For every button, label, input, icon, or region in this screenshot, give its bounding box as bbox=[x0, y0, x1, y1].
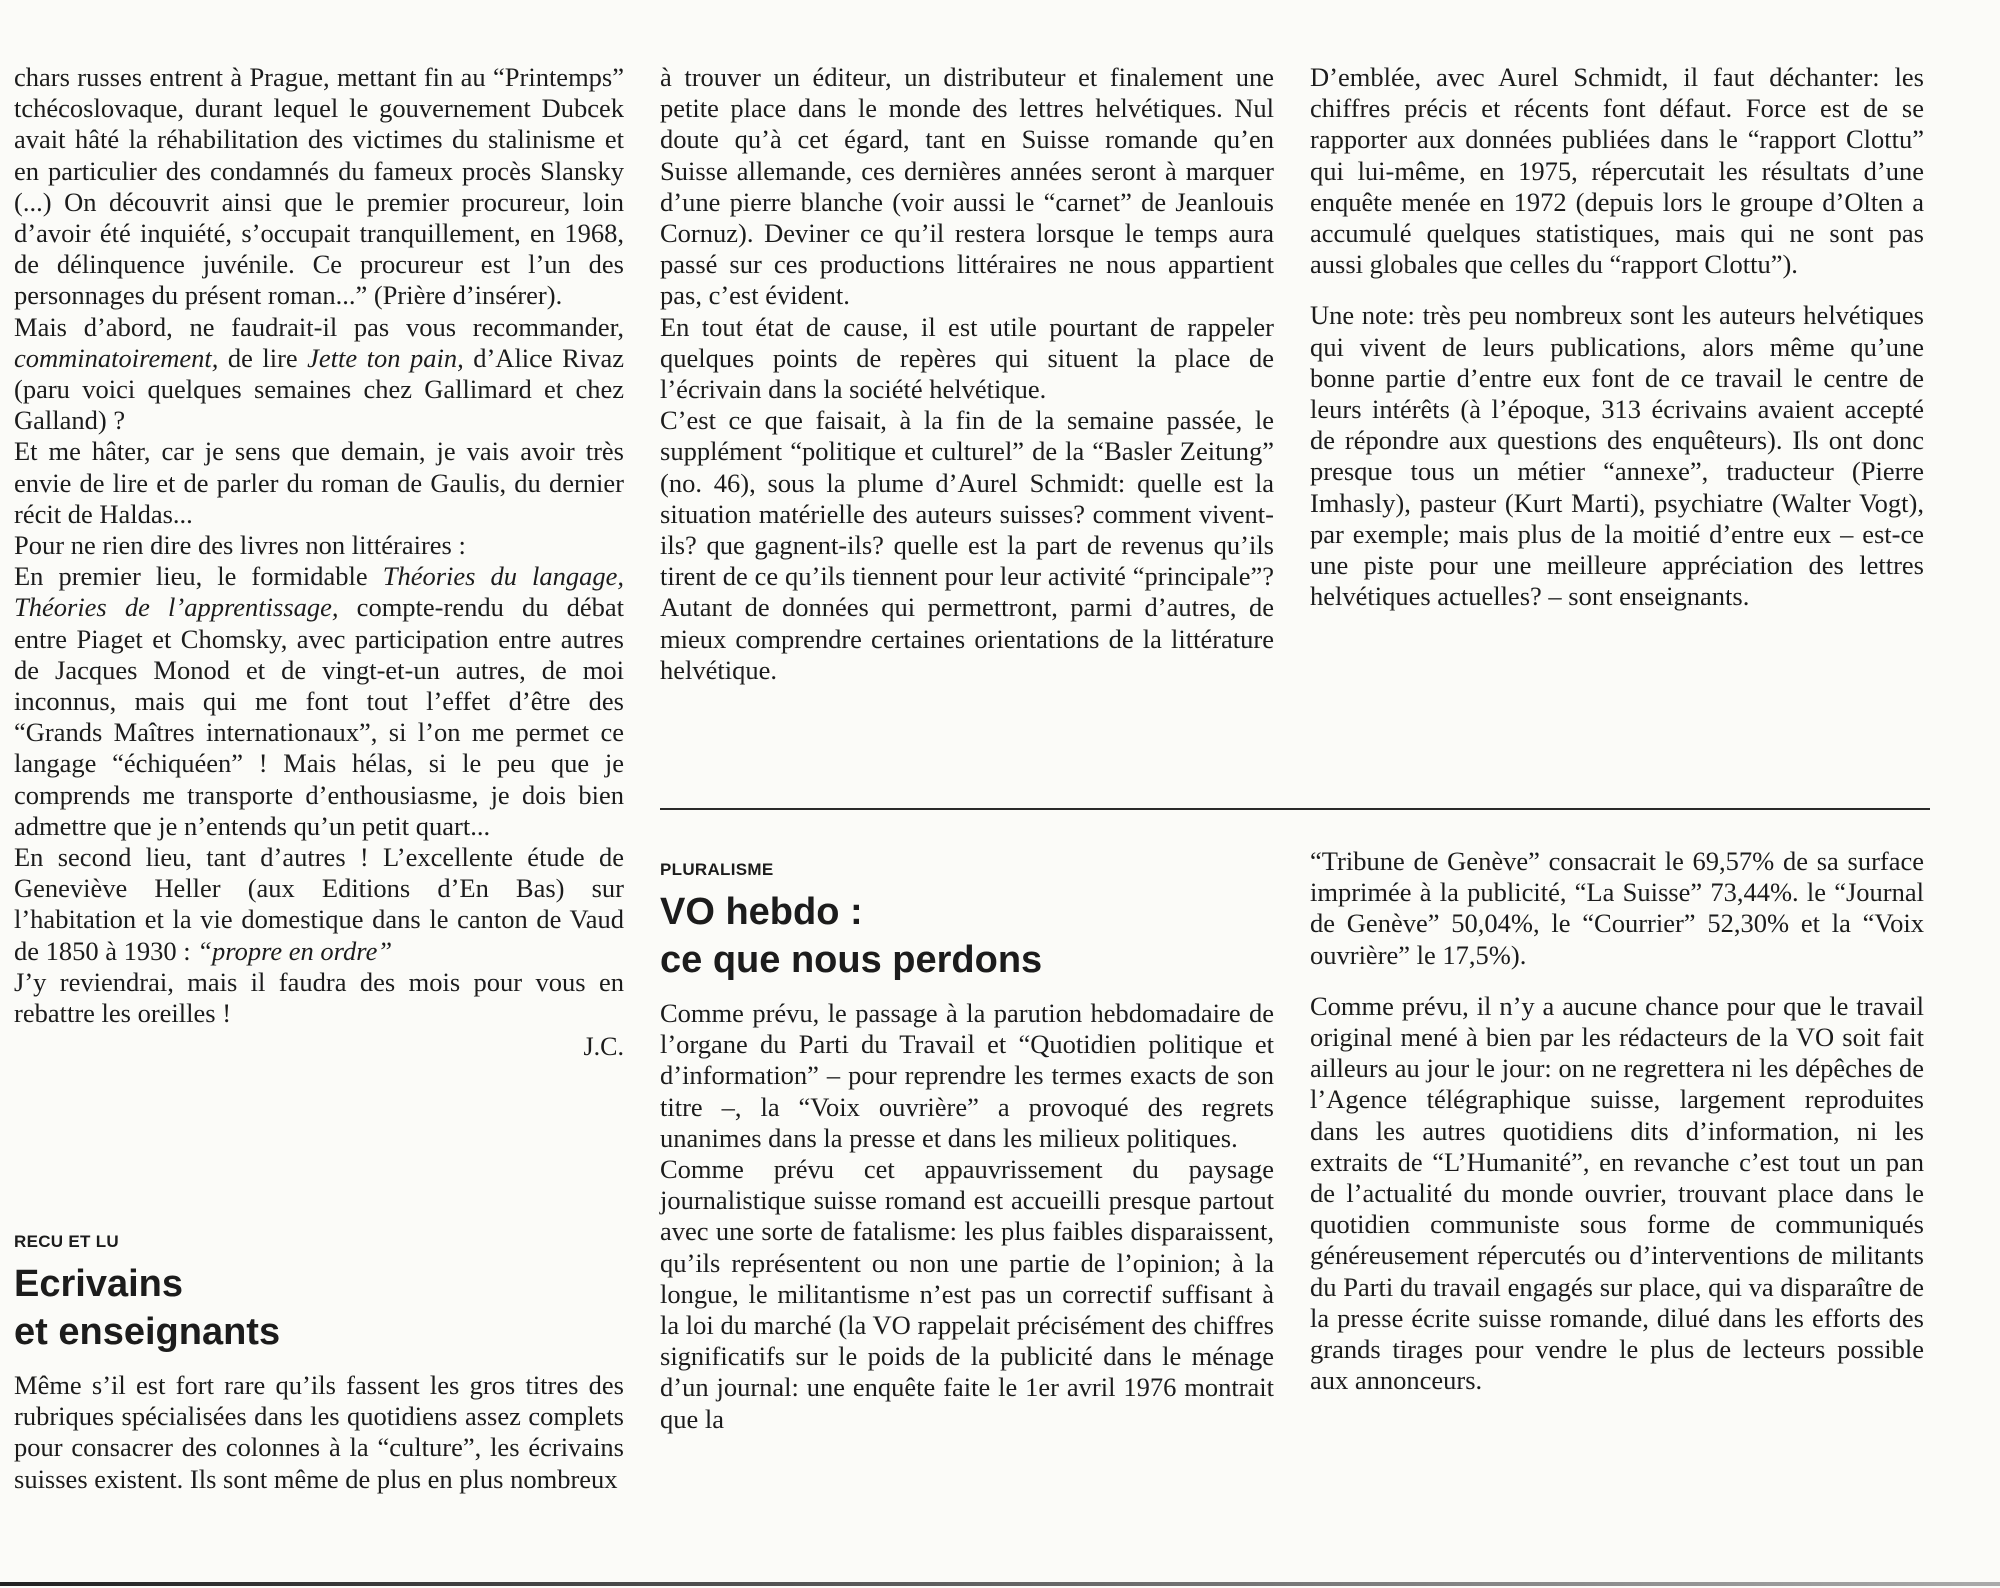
col2-paragraph-3: C’est ce que faisait, à la fin de la semaine passée, le supplément “politique et culturel” de la “Basler Zeitung” (no. 46), sous la plume d’Aurel Schmidt: quelle est la situation matérielle des auteurs suisses? comment vivent-ils? que gagnent-ils? quelle est la part de revenus qu’ils tirent de ce qu’ils tiennent pour leur activité “principale”? Autant de données qui permettront, parmi d’autres, de mieux comprendre certaines orientations de la littérature helvétique. bbox=[660, 405, 1274, 685]
paragraph-gap-2 bbox=[1310, 971, 1924, 991]
col1-p6-text-a: En second lieu, tant d’autres ! L’excellente étude de Geneviève Heller (aux Editions d’En Bas) sur l’habitation et la vie domestique dans le canton de Vaud de 1850 à 1930 : bbox=[14, 842, 624, 966]
col1-p6-italic: “propre en ordre” bbox=[197, 935, 393, 966]
col2-paragraph-2: En tout état de cause, il est utile pourtant de rappeler quelques points de repères qui situent la place de l’écrivain dans la société helvétique. bbox=[660, 311, 1274, 405]
col1-p2-text-b: de lire bbox=[218, 342, 308, 373]
vo-headline-line-1: VO hebdo : bbox=[660, 891, 863, 933]
article-vo-hebdo bbox=[660, 850, 1274, 1435]
col1-p5-italic: Théories du langage, Théories de l’apprentissage, bbox=[14, 561, 624, 623]
vo-headline-line-2: ce que nous perdons bbox=[660, 939, 1043, 981]
col1-paragraph-4: Pour ne rien dire des livres non littéraires : bbox=[14, 530, 466, 561]
article-vo-paragraph-4: Comme prévu, il n’y a aucune chance pour que le travail original mené à bien par les rédacteurs de la VO soit fait ailleurs au jour le jour: on ne regrettera ni les dépêches de l’Agence télégraphique suisse, largement reproduites dans les autres quotidiens dits d’information, ni les extraits de “L’Humanité”, en revanche c’est tout un pan de l’actualité du monde ouvrier, trouvant place dans le quotidien communiste sous forme de communiqués généreusement répercutés ou d’interventions de militants du Parti du travail engagés sur place, qui va disparaître de la presse écrite suisse romande, dilué dans les efforts des grands tirages pour vendre le plus de lecteurs possible aux annonceurs. bbox=[1310, 990, 1924, 1396]
horizontal-rule bbox=[660, 808, 1930, 810]
article-ecrivains-kicker: RECU ET LU bbox=[14, 1232, 119, 1251]
col1-p2-text-c: d’Alice Rivaz (paru voici quelques semaines chez Gallimard et chez Galland) ? bbox=[14, 342, 624, 436]
signature: J.C. bbox=[583, 1032, 624, 1062]
col3-paragraph-1: D’emblée, avec Aurel Schmidt, il faut déchanter: les chiffres précis et récents font défaut. Force est de se rapporter aux données publiées dans le “rapport Clottu” qui lui-même, en 1975, répercutait les résultats d’une enquête menée en 1972 (depuis lors le groupe d’Olten a accumulé quelques statistiques, mais qui ne sont pas aussi globales que celles du “rapport Clottu”). bbox=[1310, 62, 1924, 280]
article-ecrivains-paragraph-1: Même s’il est fort rare qu’ils fassent les gros titres des rubriques spécialisées dans les quotidiens assez complets pour consacrer des colonnes à la “culture”, les écrivains suisses existent. Ils sont même de plus en plus nombreux bbox=[14, 1370, 624, 1494]
col1-p2-italic-2: Jette ton pain, bbox=[307, 342, 464, 373]
col1-paragraph-7: J’y reviendrai, mais il faudra des mois pour vous en rebattre les oreilles ! bbox=[14, 966, 624, 1029]
col1-p2-italic-1: comminatoirement, bbox=[14, 342, 219, 373]
bottom-edge-line bbox=[0, 1582, 2000, 1586]
article-vo-paragraph-1: Comme prévu, le passage à la parution hebdomadaire de l’organe du Parti du Travail et “Quotidien politique et d’information” – pour reprendre les termes exacts de son titre –, la “Voix ouvrière” a provoqué des regrets unanimes dans la presse et dans les milieux politiques. bbox=[660, 998, 1274, 1153]
paragraph-gap bbox=[1310, 280, 1924, 300]
article-ecrivains-headline bbox=[14, 1260, 624, 1356]
column-1 bbox=[14, 62, 624, 1062]
col2-paragraph-1: à trouver un éditeur, un distributeur et finalement une petite place dans le monde des lettres helvétiques. Nul doute qu’à cet égard, tant en Suisse romande qu’en Suisse allemande, ces dernières années seront à marquer d’une pierre blanche (voir aussi le “carnet” de Jeanlouis Cornuz). Deviner ce qu’il restera lorsque le temps aura passé sur ces productions littéraires ne nous appartient pas, c’est évident. bbox=[660, 62, 1274, 311]
col3-paragraph-2: Une note: très peu nombreux sont les auteurs helvétiques qui vivent de leurs publications, alors même qu’une bonne partie d’entre eux font de ce travail le centre de leurs intérêts (à l’époque, 313 écrivains avaient accepté de répondre aux questions des enquêteurs). Ils ont donc presque tous un métier “annexe”, traducteur (Pierre Imhasly), pasteur (Kurt Marti), psychiatre (Walter Vogt), par exemple; mais plus de la moitié d’entre eux – est-ce une piste pour une meilleure appréciation des lettres helvétiques actuelles? – sont enseignants. bbox=[1310, 300, 1924, 612]
col1-paragraph-6 bbox=[14, 842, 624, 967]
column-2-top bbox=[660, 62, 1274, 686]
col1-paragraph-3: Et me hâter, car je sens que demain, je vais avoir très envie de lire et de parler du roman de Gaulis, du dernier récit de Haldas... bbox=[14, 436, 624, 529]
col1-p5-text-a: En premier lieu, le formidable bbox=[14, 561, 383, 592]
headline-line-2: et enseignants bbox=[14, 1311, 281, 1353]
column-3-top bbox=[1310, 62, 1924, 612]
article-vo-headline bbox=[660, 888, 1274, 984]
headline-line-1: Ecrivains bbox=[14, 1263, 183, 1305]
article-vo-paragraph-3: “Tribune de Genève” consacrait le 69,57% de sa surface imprimée à la publicité, “La Suisse” 73,44%. le “Journal de Genève” 50,04%, le “Courrier” 52,30% et la “Voix ouvrière” le 17,5%). bbox=[1310, 846, 1924, 970]
col1-paragraph-5 bbox=[14, 561, 624, 842]
article-ecrivains bbox=[14, 1222, 624, 1495]
col1-p5-text-b: compte-rendu du débat entre Piaget et Chomsky, avec participation entre autres de Jacques Monod et de vingt-et-un autres, de moi inconnus, mais qui me font tout l’effet d’être des “Grands Maîtres internationaux”, si l’on me permet ce langage “échiquéen” ! Mais hélas, si le peu que je comprends me transporte d’enthousiasme, je dois bien admettre que je n’entends qu’un petit quart... bbox=[14, 592, 624, 841]
article-vo-continued bbox=[1310, 846, 1924, 1396]
article-vo-paragraph-2: Comme prévu cet appauvrissement du paysage journalistique suisse romand est accueilli presque partout avec une sorte de fatalisme: les plus faibles disparaissent, qu’ils représentent ou non une partie de l’opinion; à la longue, le militantisme n’est pas un correctif suffisant à la loi du marché (la VO rappelait précisément des chiffres significatifs sur le poids de la publicité dans le ménage d’un journal: une enquête faite le 1er avril 1976 montrait que la bbox=[660, 1154, 1274, 1434]
col1-p2-text-a: Mais d’abord, ne faudrait-il pas vous recommander, bbox=[14, 311, 624, 342]
article-vo-kicker: PLURALISME bbox=[660, 860, 774, 879]
col1-paragraph-1: chars russes entrent à Prague, mettant fin au “Printemps” tchécoslovaque, durant lequel le gouvernement Dubcek avait hâté la réhabilitation des victimes du stalinisme et en particulier des condamnés du fameux procès Slansky (...) On découvrit ainsi que le premier procureur, loin d’avoir été inquiété, s’occupait tranquillement, en 1968, de délinquence juvénile. Ce procureur est l’un des personnages du présent roman...” (Prière d’insérer). bbox=[14, 62, 624, 311]
col1-paragraph-2 bbox=[14, 312, 624, 437]
